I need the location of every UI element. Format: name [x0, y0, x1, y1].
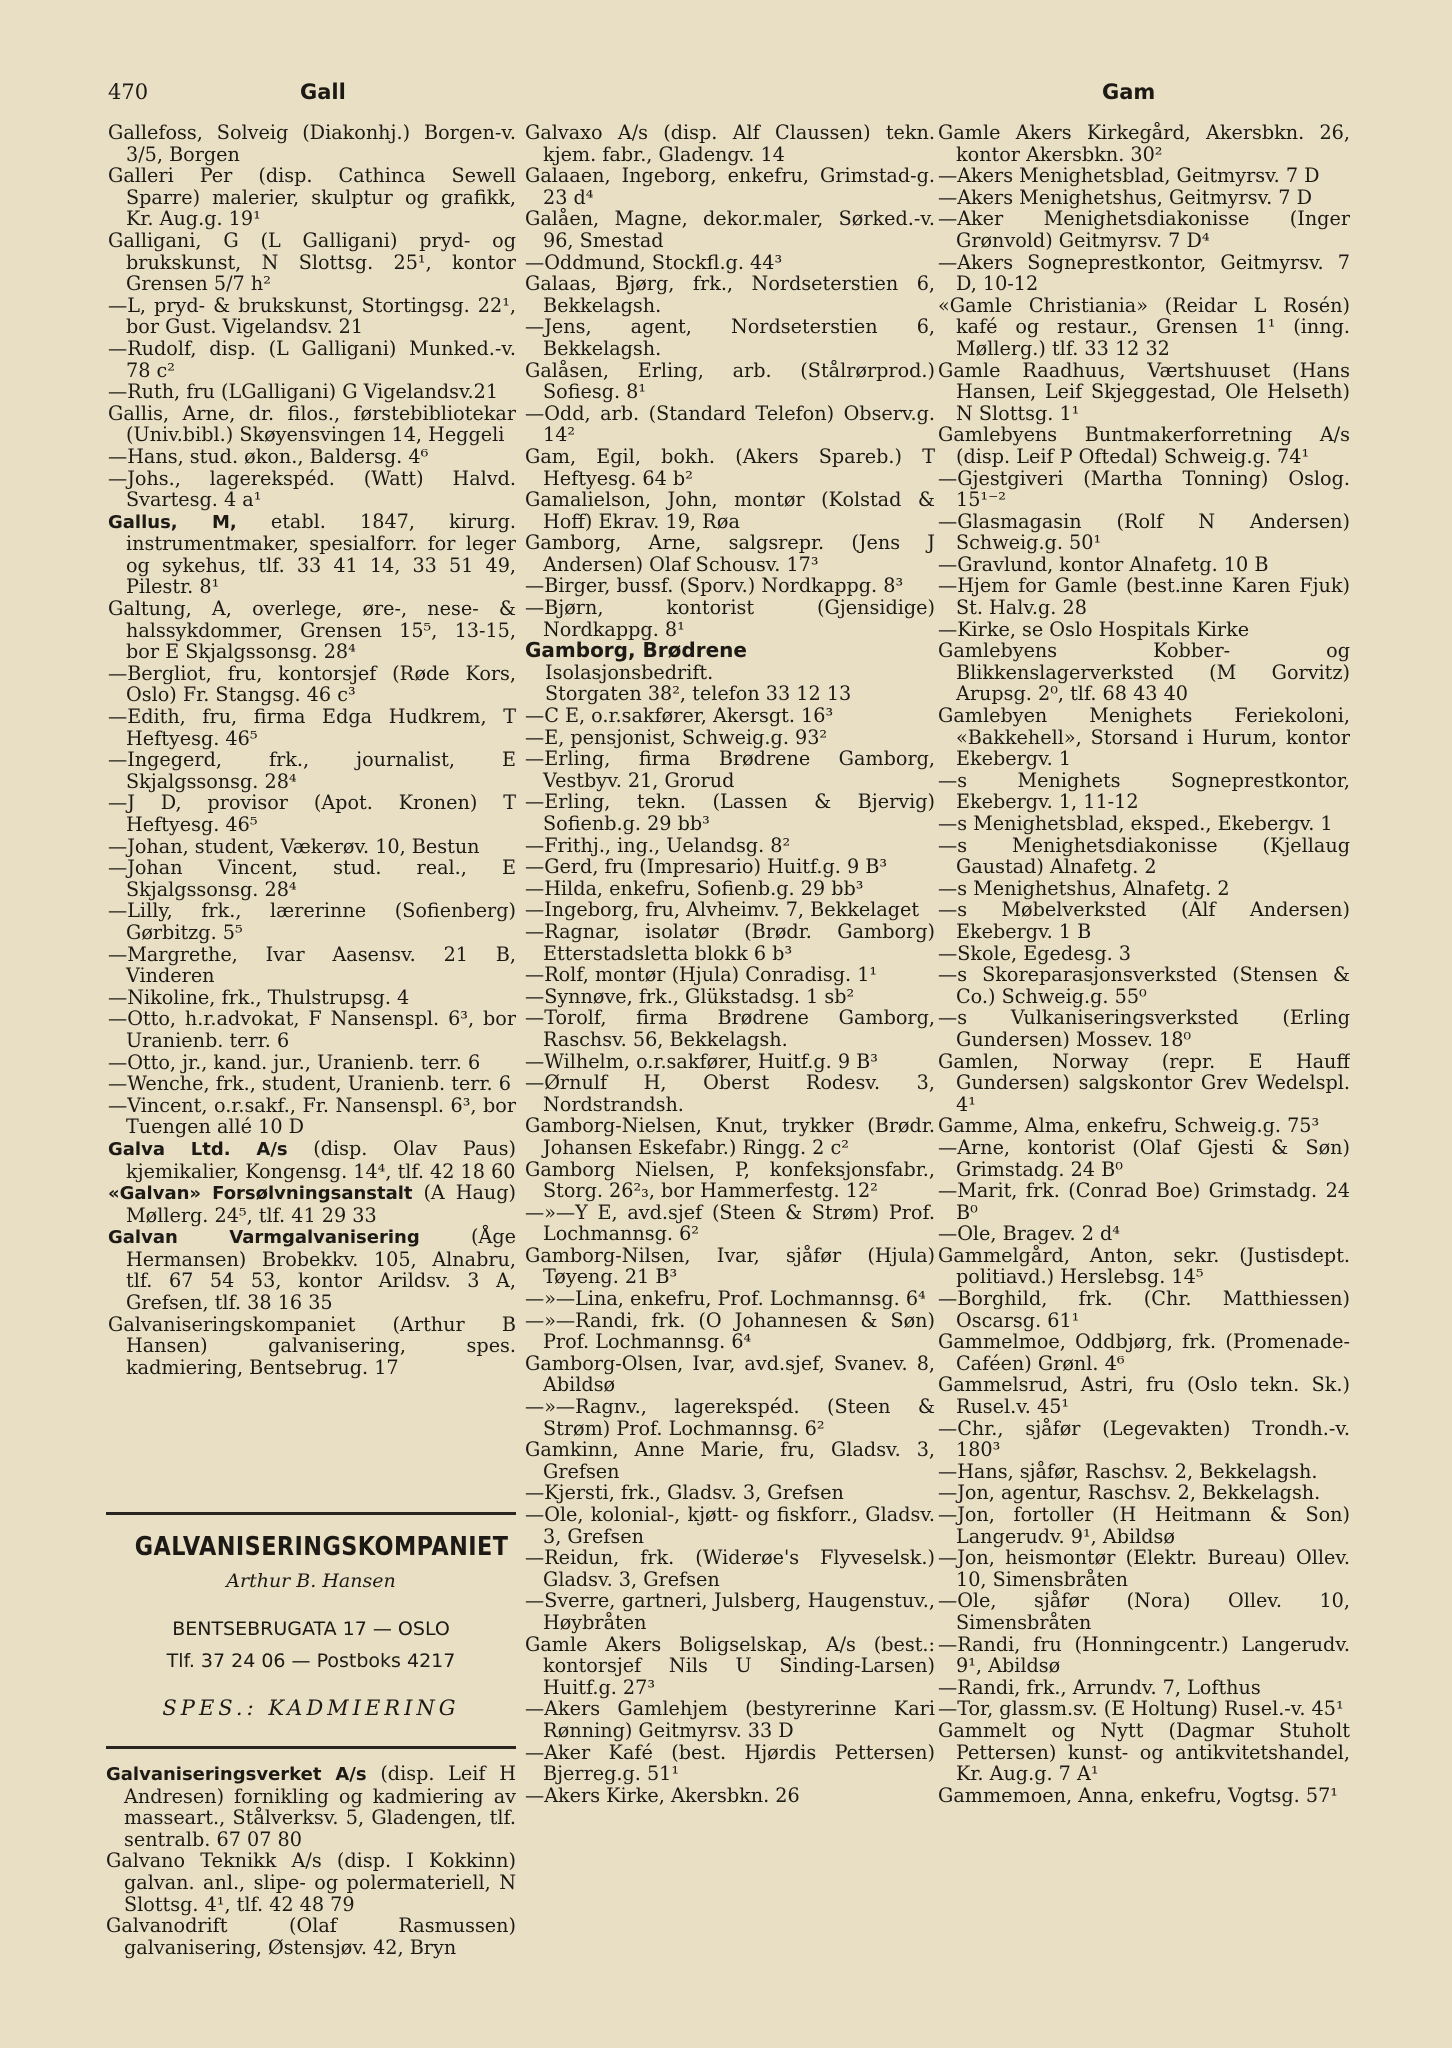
directory-entry: —Synnøve, frk., Glükstadsg. 1 sb²	[525, 984, 855, 1008]
directory-entry: —C E, o.r.sakfører, Akersgt. 16³	[525, 704, 834, 728]
directory-entry: Galaaen, Ingeborg, enkefru, Grimstad-g. 23 d⁴	[525, 164, 935, 209]
directory-entry: —Otto, h.r.advokat, F Nansenspl. 6³, bor Uranienb. terr. 6	[108, 1007, 516, 1052]
directory-entry: —Rudolf, disp. (L Galligani) Munked.-v. 78 c²	[108, 336, 516, 382]
directory-entry: —Birger, bussf. (Sporv.) Nordkappg. 8³	[525, 574, 904, 598]
directory-entry: —Jon, agentur, Raschsv. 2, Bekkelagsh.	[938, 1481, 1321, 1505]
directory-entry: —Odd, arb. (Standard Telefon) Observ.g. 14²	[525, 401, 935, 447]
directory-entry: —s Menighetsblad, eksped., Ekebergv. 1	[938, 812, 1333, 835]
directory-entry: —Gjestgiveri (Martha Tonning) Oslog. 15¹⁻²	[938, 466, 1350, 512]
directory-entry: —s Menighets Sogneprestkontor, Ekebergv. 1, 11-12	[938, 768, 1350, 814]
directory-entry: —Hjem for Gamle (best.inne Karen Fjuk) St. Halv.g. 28	[938, 574, 1350, 620]
directory-entry: —Akers Sogneprestkontor, Geitmyrsv. 7 D, 10-12	[938, 250, 1350, 296]
directory-entry: —»—Y E, avd.sjef (Steen & Strøm) Prof. Lochmannsg. 6²	[525, 1200, 935, 1246]
directory-entry: —J D, provisor (Apot. Kronen) T Heftyesg. 46⁵	[108, 791, 516, 836]
directory-entry: —Margrethe, Ivar Aasensv. 21 B, Vinderen	[108, 942, 516, 988]
advert-top-rule	[106, 1512, 516, 1515]
directory-entry: —Akers Kirke, Akersbkn. 26	[525, 1783, 800, 1807]
advert-box	[106, 1528, 516, 1958]
directory-entry: Gamborg Nielsen, P, konfeksjonsfabr., Storg. 26²₃, bor Hammerfestg. 12²	[525, 1157, 935, 1203]
directory-entry: Gamlen, Norway (repr. E Hauff Gundersen) salgskontor Grev Wedelspl. 4¹	[938, 1049, 1350, 1116]
column-1-bottom	[106, 1763, 516, 1958]
directory-entry: Galtung, A, overlege, øre-, nese- & halssykdommer, Grensen 15⁵, 13-15, bor E Skjalgssonsg. 28⁴	[108, 597, 516, 664]
directory-entry: —s Skoreparasjonsverksted (Stensen & Co.) Schweig.g. 55⁰	[938, 963, 1350, 1008]
directory-entry: Galvano Teknikk A/s (disp. I Kokkinn) galvan. anl., slipe- og polermateriell, N Slottsg. 4¹, tlf. 42 48 79	[106, 1849, 516, 1916]
directory-entry: —Akers Menighetsblad, Geitmyrsv. 7 D	[938, 164, 1320, 188]
entry-bold-name: Galvan Varmgalvanisering	[108, 1227, 420, 1249]
column-2	[525, 122, 935, 2032]
directory-entry: —L, pryd- & brukskunst, Stortingsg. 22¹, bor Gust. Vigelandsv. 21	[108, 293, 516, 339]
directory-entry: —Hilda, enkefru, Sofienb.g. 29 bb³	[525, 876, 864, 900]
directory-entry: Gammelt og Nytt (Dagmar Stuholt Pettersen) kunst- og antikvitetshandel, Kr. Aug.g. 7 A¹	[938, 1718, 1350, 1786]
directory-entry: —Kirke, se Oslo Hospitals Kirke	[938, 617, 1250, 641]
directory-entry: Gamme, Alma, enkefru, Schweig.g. 75³	[938, 1114, 1320, 1138]
directory-entry: —Torolf, firma Brødrene Gamborg, Raschsv. 56, Bekkelagsh.	[525, 1006, 935, 1051]
directory-entry: Gam, Egil, bokh. (Akers Spareb.) T Heftyesg. 64 b²	[525, 444, 935, 490]
directory-entry: —Ingegerd, frk., journalist, E Skjalgssonsg. 28⁴	[108, 748, 516, 793]
directory-entry: —Aker Kafé (best. Hjørdis Pettersen) Bjerreg.g. 51¹	[525, 1740, 935, 1786]
entry-bold-name: Galvaniseringsverket A/s	[106, 1764, 367, 1785]
directory-entry: —Ruth, fru (LGalligani) G Vigelandsv.21	[108, 380, 499, 404]
directory-entry: —Ole, sjåfør (Nora) Ollev. 10, Simensbråten	[938, 1589, 1350, 1634]
directory-entry: Gallefoss, Solveig (Diakonhj.) Borgen-v. 3/5, Borgen	[108, 122, 516, 166]
directory-entry: Gamlebyens Buntmakerforretning A/s (disp. Leif P Oftedal) Schweig.g. 74¹	[938, 423, 1350, 468]
directory-entry: —Gerd, fru (Impresario) Huitf.g. 9 B³	[525, 855, 888, 879]
directory-entry: Gamborg-Olsen, Ivar, avd.sjef, Svanev. 8, Abildsø	[525, 1351, 935, 1397]
directory-entry: —Hans, stud. økon., Baldersg. 4⁶	[108, 444, 429, 468]
directory-entry: —Marit, frk. (Conrad Boe) Grimstadg. 24 B⁰	[938, 1179, 1350, 1224]
directory-entry: —Gravlund, kontor Alnafetg. 10 B	[938, 552, 1269, 576]
directory-entry: —Randi, fru (Honningcentr.) Langerudv. 9¹, Abildsø	[938, 1632, 1350, 1678]
directory-entry: Galva Ltd. A/s (disp. Olav Paus) kjemikalier, Kongensg. 14⁴, tlf. 42 18 60	[108, 1136, 516, 1183]
directory-entry: Galaas, Bjørg, frk., Nordseterstien 6, Bekkelagsh.	[525, 272, 935, 317]
directory-entry: —s Menighetsdiakonisse (Kjellaug Gaustad) Alnafetg. 2	[938, 833, 1350, 879]
directory-entry: Gamle Raadhuus, Værtshuuset (Hans Hansen, Leif Skjeggestad, Ole Helseth) N Slottsg. 1¹	[938, 358, 1350, 425]
directory-entry: —Aker Menighetsdiakonisse (Inger Grønvold) Geitmyrsv. 7 D⁴	[938, 207, 1350, 252]
directory-entry: Gammelmoe, Oddbjørg, frk. (Promenade-Caféen) Grønl. 4⁶	[938, 1330, 1350, 1375]
directory-entry: —»—Lina, enkefru, Prof. Lochmannsg. 6⁴	[525, 1287, 926, 1311]
directory-entry: —Vincent, o.r.sakf., Fr. Nansenspl. 6³, bor Tuengen allé 10 D	[108, 1093, 516, 1139]
directory-entry: —Johan Vincent, stud. real., E Skjalgssonsg. 28⁴	[108, 856, 516, 901]
directory-entry: —Wenche, frk., student, Uranienb. terr. 6	[108, 1072, 511, 1096]
advert-title: GALVANISERINGSKOMPANIET	[134, 1532, 509, 1562]
directory-entry: —Reidun, frk. (Widerøe's Flyveselsk.) Gladsv. 3, Grefsen	[525, 1546, 935, 1591]
directory-entry: —Randi, frk., Arrundv. 7, Lofthus	[938, 1675, 1261, 1699]
directory-entry: —Jon, heismontør (Elektr. Bureau) Ollev. 10, Simensbråten	[938, 1546, 1350, 1591]
entry-bold-name: «Galvan» Forsølvningsanstalt	[108, 1183, 413, 1205]
directory-entry: —Arne, kontorist (Olaf Gjesti & Søn) Grimstadg. 24 B⁰	[938, 1135, 1350, 1181]
directory-entry: Gamle Akers Boligselskap, A/s (best.: kontorsjef Nils U Sinding-Larsen) Huitf.g. 27³	[525, 1632, 935, 1699]
directory-entry: —Ole, Bragev. 2 d⁴	[938, 1222, 1120, 1246]
brodrene-gamborg-block	[525, 640, 935, 705]
brodrene-line: Storgaten 38², telefon 33 12 13	[545, 682, 852, 706]
directory-entry: Galvaniseringsverket A/s (disp. Leif H Andresen) fornikling og kadmiering av masseart., Stålverksv. 5, Gladengen, tlf. sentralb. 67 07 80	[106, 1762, 516, 1851]
directory-entry: —Tor, glassm.sv. (E Holtung) Rusel.-v. 45¹	[938, 1697, 1344, 1721]
directory-entry: —Oddmund, Stockfl.g. 44³	[525, 250, 783, 274]
directory-entry: —Ragnar, isolatør (Brødr. Gamborg) Etterstadsletta blokk 6 b³	[525, 919, 935, 965]
directory-entry: Gamkinn, Anne Marie, fru, Gladsv. 3, Grefsen	[525, 1438, 935, 1483]
directory-entry: —s Menighetshus, Alnafetg. 2	[938, 876, 1230, 900]
directory-entry: Galvaxo A/s (disp. Alf Claussen) tekn. kjem. fabr., Gladengv. 14	[525, 122, 935, 166]
directory-entry: Gamborg-Nielsen, Knut, trykker (Brødr. Johansen Eskefabr.) Ringg. 2 c²	[525, 1114, 935, 1159]
directory-entry: Gamalielson, John, montør (Kolstad & Hoff) Ekrav. 19, Røa	[525, 488, 935, 533]
directory-entry: Galåsen, Erling, arb. (Stålrørprod.) Sofiesg. 8¹	[525, 358, 935, 404]
directory-entry: —Jon, fortoller (H Heitmann & Son) Langerudv. 9¹, Abildsø	[938, 1503, 1350, 1548]
directory-entry: «Galvan» Forsølvningsanstalt (A Haug) Møllerg. 24⁵, tlf. 41 29 33	[108, 1181, 516, 1227]
directory-entry: Gallis, Arne, dr. filos., førstebibliotekar (Univ.bibl.) Skøyensvingen 14, Heggeli	[108, 401, 516, 447]
directory-entry: —Johs., lagerekspéd. (Watt) Halvd. Svartesg. 4 a¹	[108, 466, 516, 512]
directory-entry: Galvan Varmgalvanisering (Åge Hermansen) Brobekkv. 105, Alnabru, tlf. 67 54 53, kontor Arildsv. 3 A, Grefsen, tlf. 38 16 35	[108, 1225, 516, 1315]
directory-entry: —Glasmagasin (Rolf N Andersen) Schweig.g. 50¹	[938, 509, 1350, 555]
directory-entry: Galleri Per (disp. Cathinca Sewell Sparre) malerier, skulptur og grafikk, Kr. Aug.g. 19¹	[108, 164, 516, 231]
directory-entry: Gammemoen, Anna, enkefru, Vogtsg. 57¹	[938, 1783, 1338, 1807]
right-guide-word: Gam	[1102, 80, 1156, 104]
directory-entry: —Ingeborg, fru, Alvheimv. 7, Bekkelaget	[525, 898, 920, 922]
directory-entry: —Erling, firma Brødrene Gamborg, Vestbyv. 21, Grorud	[525, 747, 935, 792]
advert-address: BENTSEBRUGATA 17 — OSLO	[172, 1618, 450, 1640]
directory-entry: —Kjersti, frk., Gladsv. 3, Grefsen	[525, 1481, 844, 1505]
directory-entry: —Ørnulf H, Oberst Rodesv. 3, Nordstrandsh.	[525, 1071, 935, 1116]
entry-bold-name: Gamborg, Brødrene	[525, 638, 747, 663]
directory-entry: «Gamle Christiania» (Reidar L Rosén) kafé og restaur., Grensen 1¹ (inng. Møllerg.) tlf. 33 12 32	[938, 293, 1350, 360]
directory-entry: —Bergliot, fru, kontorsjef (Røde Kors, Oslo) Fr. Stangsg. 46 c³	[108, 661, 516, 707]
advert-subtitle: Arthur B. Hansen	[226, 1570, 396, 1592]
directory-entry: —Sverre, gartneri, Julsberg, Haugenstuv., Høybråten	[525, 1589, 935, 1634]
brodrene-line: Isolasjonsbedrift.	[545, 660, 714, 684]
directory-entry: Gammelsrud, Astri, fru (Oslo tekn. Sk.) Rusel.v. 45¹	[938, 1373, 1350, 1419]
directory-entry: —Otto, jr., kand. jur., Uranienb. terr. 6	[108, 1050, 481, 1074]
directory-entry: —Hans, sjåfør, Raschsv. 2, Bekkelagsh.	[938, 1459, 1318, 1483]
directory-entry: —Nikoline, frk., Thulstrupsg. 4	[108, 985, 410, 1009]
entry-bold-name: Galva Ltd. A/s	[108, 1138, 288, 1160]
directory-entry: —Akers Gamlehjem (bestyrerinne Kari Rønning) Geitmyrsv. 33 D	[525, 1697, 935, 1742]
directory-entry: Galåen, Magne, dekor.maler, Sørked.-v. 96, Smestad	[525, 207, 935, 252]
directory-entry: —s Vulkaniseringsverksted (Erling Gundersen) Mossev. 18⁰	[938, 1006, 1350, 1051]
directory-entry: Gamlebyens Kobber- og Blikkenslagerverksted (M Gorvitz) Arupsg. 2⁰, tlf. 68 43 40	[938, 639, 1350, 706]
directory-entry: —Jens, agent, Nordseterstien 6, Bekkelagsh.	[525, 315, 935, 360]
directory-entry: —Edith, fru, firma Edga Hudkrem, T Heftyesg. 46⁵	[108, 705, 516, 750]
directory-entry: Gallus, M, etabl. 1847, kirurg. instrumentmaker, spesialforr. for leger og sykehus, tlf. 33 41 14, 33 51 49, Pilestr. 8¹	[108, 509, 516, 599]
advert-phone: Tlf. 37 24 06 — Postboks 4217	[166, 1650, 456, 1672]
directory-entry: —Lilly, frk., lærerinne (Sofienberg) Gørbitzg. 5⁵	[108, 899, 516, 944]
directory-entry: Gammelgård, Anton, sekr. (Justisdept. politiavd.) Herslebsg. 14⁵	[938, 1243, 1350, 1289]
directory-entry: —Chr., sjåfør (Legevakten) Trondh.-v. 180³	[938, 1416, 1350, 1462]
directory-entry: —Borghild, frk. (Chr. Matthiessen) Oscarsg. 61¹	[938, 1287, 1350, 1332]
directory-entry: Galligani, G (L Galligani) pryd- og brukskunst, N Slottsg. 25¹, kontor Grensen 5/7 h²	[108, 228, 516, 296]
directory-entry: —Rolf, montør (Hjula) Conradisg. 1¹	[525, 963, 878, 987]
left-guide-word: Gall	[300, 80, 346, 104]
directory-entry: —»—Ragnv., lagerekspéd. (Steen & Strøm) Prof. Lochmannsg. 6²	[525, 1395, 935, 1440]
directory-entry: —Bjørn, kontorist (Gjensidige) Nordkappg. 8¹	[525, 596, 935, 641]
directory-entry: Galvanodrift (Olaf Rasmussen) galvanisering, Østensjøv. 42, Bryn	[106, 1914, 516, 1959]
directory-entry: —Frithj., ing., Uelandsg. 8²	[525, 833, 791, 857]
directory-entry: Galvaniseringskompaniet (Arthur B Hansen) galvanisering, spes. kadmiering, Bentsebrug. 17	[108, 1312, 516, 1379]
directory-entry: —E, pensjonist, Schweig.g. 93²	[525, 725, 828, 749]
directory-entry: —Wilhelm, o.r.sakfører, Huitf.g. 9 B³	[525, 1049, 878, 1073]
advert-bottom-rule	[106, 1746, 516, 1749]
advert-tagline: SPES.: KADMIERING	[162, 1696, 460, 1720]
directory-entry: —Johan, student, Vækerøv. 10, Bestun	[108, 834, 480, 858]
directory-entry: —Akers Menighetshus, Geitmyrsv. 7 D	[938, 185, 1312, 209]
directory-entry: Gamlebyen Menighets Feriekoloni, «Bakkehell», Storsand i Hurum, kontor Ekebergv. 1	[938, 704, 1350, 771]
directory-entry: —Ole, kolonial-, kjøtt- og fiskforr., Gladsv. 3, Grefsen	[525, 1503, 935, 1548]
page-number: 470	[108, 80, 149, 104]
directory-entry: —Skole, Egedesg. 3	[938, 941, 1132, 965]
directory-entry: Gamborg-Nilsen, Ivar, sjåfør (Hjula) Tøyeng. 21 B³	[525, 1243, 935, 1289]
column-3	[938, 122, 1350, 2032]
directory-entry: —s Møbelverksted (Alf Andersen) Ekebergv. 1 B	[938, 898, 1350, 943]
directory-entry: Gamle Akers Kirkegård, Akersbkn. 26, kontor Akersbkn. 30²	[938, 122, 1350, 166]
entry-bold-name: Gallus, M,	[108, 511, 237, 533]
directory-entry: Gamborg, Arne, salgsrepr. (Jens J Andersen) Olaf Schousv. 17³	[525, 531, 935, 576]
directory-entry: —Erling, tekn. (Lassen & Bjervig) Sofienb.g. 29 bb³	[525, 790, 935, 835]
directory-entry: —»—Randi, frk. (O Johannesen & Søn) Prof. Lochmannsg. 6⁴	[525, 1308, 935, 1354]
